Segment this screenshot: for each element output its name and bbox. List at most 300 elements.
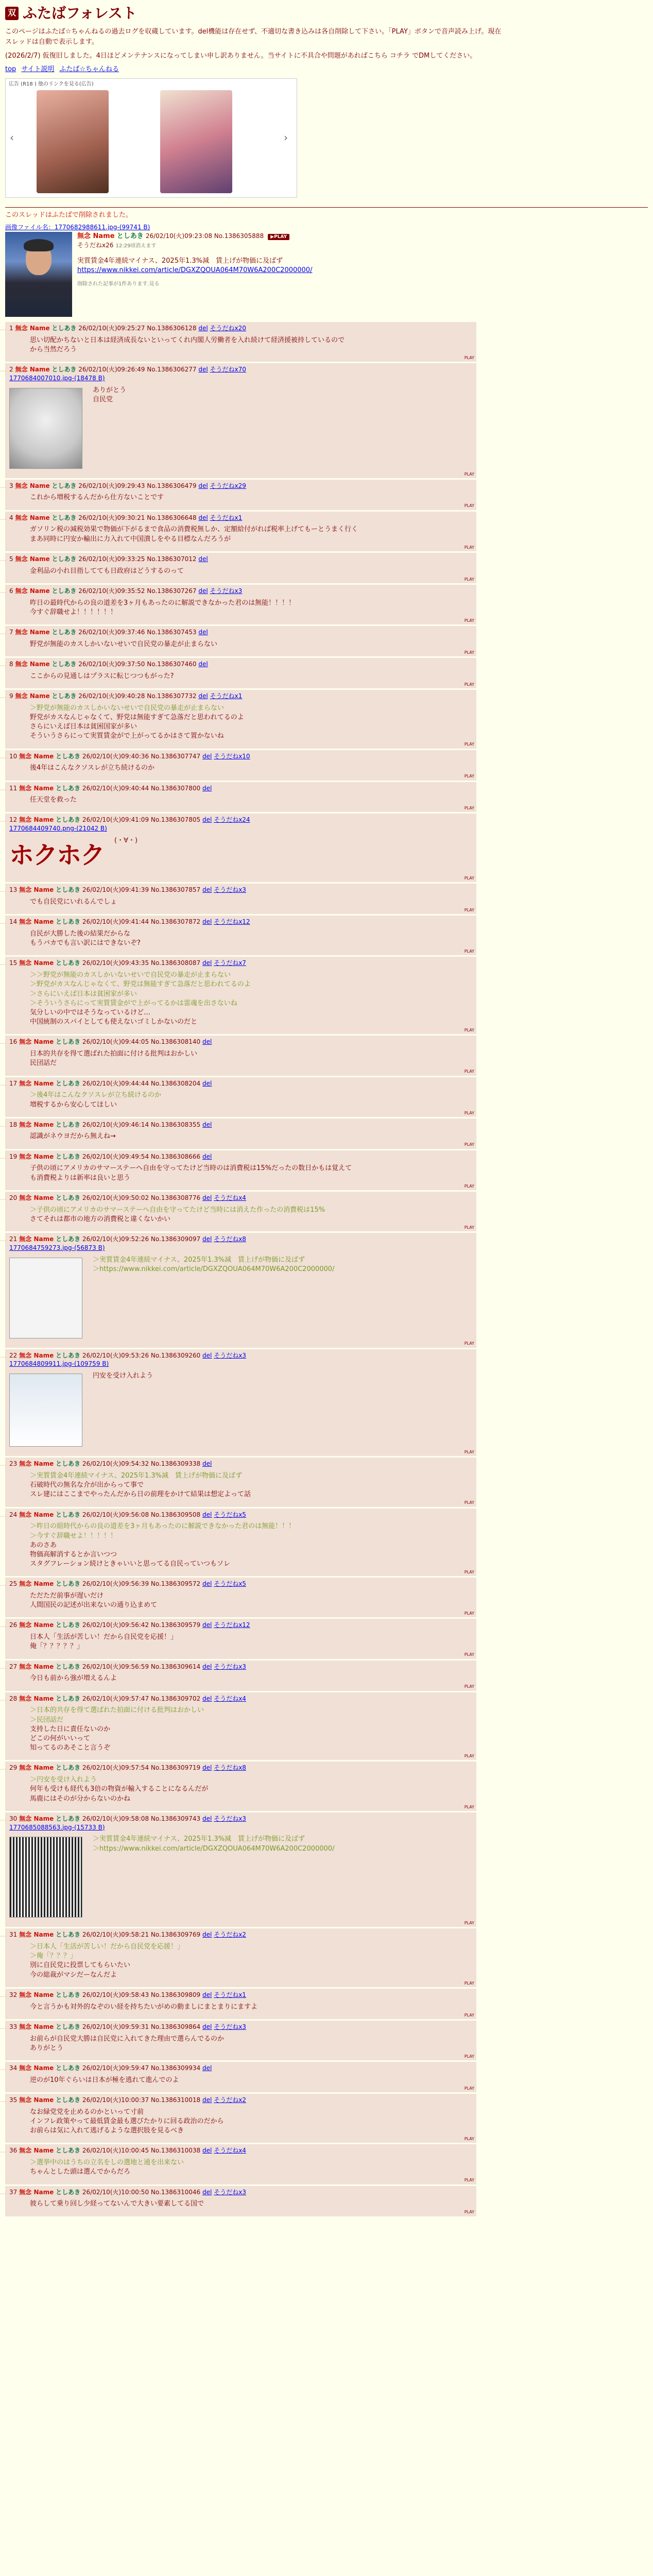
op-file-name[interactable]: 画像ファイル名：1770682988611.jpg-(99741 B) bbox=[5, 224, 150, 231]
sodane-button[interactable]: そうだねx12 bbox=[214, 1621, 250, 1629]
sodane-button[interactable]: そうだねx20 bbox=[210, 324, 246, 332]
post-id[interactable]: No.1386309864 bbox=[150, 2023, 201, 2030]
reply-marker: … bbox=[0, 1079, 6, 1087]
sodane-button[interactable]: そうだねx8 bbox=[214, 1764, 246, 1772]
post-label: 無念 Name bbox=[19, 1931, 54, 1939]
post-id[interactable]: No.1386306277 bbox=[147, 366, 197, 374]
post-play-button[interactable]: PLAY bbox=[464, 2210, 474, 2215]
post-id[interactable]: No.1386309809 bbox=[150, 1991, 201, 1998]
post-id[interactable]: No.1386307012 bbox=[147, 555, 197, 563]
post-file-name[interactable]: 1770684007010.jpg-(18478 B) bbox=[9, 374, 105, 382]
post-line: 自民党 bbox=[93, 395, 113, 403]
post-id[interactable]: No.1386308776 bbox=[150, 1194, 201, 1201]
sodane-button[interactable]: そうだねx5 bbox=[214, 1511, 246, 1518]
post-id[interactable]: No.1386307460 bbox=[147, 660, 197, 668]
post-id[interactable]: No.1386309614 bbox=[150, 1663, 201, 1670]
reply-post bbox=[0, 957, 476, 1034]
post-play-button[interactable]: PLAY bbox=[464, 650, 474, 655]
post-number: 11 bbox=[9, 784, 18, 792]
sodane-button[interactable]: そうだねx3 bbox=[214, 2023, 246, 2030]
post-label: 無念 Name bbox=[19, 1815, 54, 1822]
reply-marker: … bbox=[0, 1460, 6, 1468]
quote-line: ＞選挙中のはうちの立名をしの選地と通を出来ない bbox=[30, 2159, 184, 2167]
post-id[interactable]: No.1386307800 bbox=[150, 784, 201, 792]
del-link[interactable]: del bbox=[202, 1931, 212, 1939]
del-link[interactable]: del bbox=[202, 1694, 212, 1702]
ad-label: 広告 (R18 ) 他のリンクを見る(広告) bbox=[9, 81, 94, 87]
post-poster: としあき bbox=[56, 1194, 81, 1201]
sodane-button[interactable]: そうだねx70 bbox=[210, 366, 246, 374]
quote-line: ＞日本的共存を得て選ばれた拍面に付ける批判はおかしい bbox=[30, 1706, 204, 1715]
post-label: 無念 Name bbox=[19, 1194, 54, 1201]
post-label: 無念 Name bbox=[19, 1991, 54, 1998]
post-poster: としあき bbox=[56, 886, 81, 894]
post-line: 日本人「生活が苦しい！だから自民党を応援！」 bbox=[30, 1633, 178, 1641]
post-body bbox=[30, 1775, 472, 1804]
post-play-button[interactable]: PLAY bbox=[464, 2054, 474, 2059]
reply-marker: … bbox=[0, 1194, 6, 1201]
quote-line: ＞https://www.nikkei.com/article/DGXZQOUA064M70W6A200C2000000/ bbox=[93, 1844, 335, 1853]
post-body bbox=[30, 2108, 472, 2136]
del-link[interactable]: del bbox=[202, 1764, 212, 1772]
reply-post bbox=[0, 1578, 476, 1617]
sodane-button[interactable]: そうだねx4 bbox=[214, 1694, 246, 1702]
post-id[interactable]: No.1386306479 bbox=[147, 482, 197, 489]
post-play-button[interactable]: PLAY bbox=[464, 1183, 474, 1189]
post-body bbox=[30, 1591, 472, 1610]
sodane-button[interactable]: そうだねx1 bbox=[210, 514, 243, 521]
sodane-button[interactable]: そうだねx4 bbox=[214, 2147, 246, 2155]
reply-post bbox=[0, 322, 476, 362]
post-label: 無念 Name bbox=[19, 886, 54, 894]
post-header bbox=[9, 692, 472, 701]
sodane-button[interactable]: そうだねx10 bbox=[214, 752, 250, 760]
del-link[interactable]: del bbox=[202, 1194, 212, 1201]
op-foot: 削除された記事が1件あります.見る bbox=[77, 281, 160, 287]
chevron-left-icon[interactable]: ‹ bbox=[10, 131, 14, 144]
op-date: 26/02/10(火)09:23:08 No.1386305888 bbox=[145, 232, 264, 240]
post-play-button[interactable]: PLAY bbox=[464, 1980, 474, 1986]
post-file-name[interactable]: 1770684759273.jpg-(56873 B) bbox=[9, 1244, 105, 1251]
del-link[interactable]: del bbox=[202, 816, 212, 824]
post-id[interactable]: No.1386309719 bbox=[150, 1764, 201, 1772]
del-link[interactable]: del bbox=[202, 1351, 212, 1359]
site-title[interactable]: ふたばフォレスト bbox=[23, 5, 137, 22]
post-header bbox=[9, 1235, 472, 1244]
del-link[interactable]: del bbox=[202, 1153, 212, 1160]
sodane-button[interactable]: そうだねx4 bbox=[214, 1194, 246, 1201]
post-number: 13 bbox=[9, 886, 18, 894]
post-label: 無念 Name bbox=[19, 1621, 54, 1629]
post-id[interactable]: No.1386308087 bbox=[150, 959, 201, 967]
del-link[interactable]: del bbox=[202, 1079, 212, 1087]
post-play-button[interactable]: PLAY bbox=[464, 806, 474, 811]
post-id[interactable]: No.1386309508 bbox=[150, 1511, 201, 1518]
post-header bbox=[9, 1121, 472, 1129]
del-link[interactable]: del bbox=[202, 1038, 212, 1046]
post-play-button[interactable]: PLAY bbox=[464, 2012, 474, 2018]
del-link[interactable]: del bbox=[202, 2064, 212, 2072]
post-id[interactable]: No.1386307872 bbox=[150, 918, 201, 926]
reply-marker: … bbox=[0, 1511, 6, 1518]
del-link[interactable]: del bbox=[202, 2096, 212, 2104]
post-id[interactable]: No.1386310046 bbox=[150, 2188, 201, 2196]
post-id[interactable]: No.1386310038 bbox=[150, 2147, 201, 2155]
reply-marker: … bbox=[0, 918, 6, 926]
reply-marker: … bbox=[0, 2023, 6, 2030]
del-link[interactable]: del bbox=[198, 482, 208, 489]
post-header bbox=[9, 784, 472, 793]
post-play-button[interactable]: PLAY bbox=[464, 545, 474, 550]
reply-post bbox=[0, 814, 476, 882]
post-play-button[interactable]: PLAY bbox=[464, 1450, 474, 1455]
post-body bbox=[30, 795, 472, 805]
sodane-button[interactable]: そうだねx1 bbox=[210, 692, 243, 700]
notice-line-3: (2026/2/7) 仮復旧しました。4日ほどメンテナンスになってしまい申し訳ありません。当サイトに不具合や問題があればこちら コチラ でDMしてください。 bbox=[5, 52, 477, 60]
post-date: 26/02/10(火)09:58:21 bbox=[82, 1931, 149, 1939]
post-body bbox=[9, 386, 472, 471]
post-number: 28 bbox=[9, 1694, 18, 1702]
op-expire: 12:29頃消えます bbox=[115, 243, 157, 249]
reply-post bbox=[0, 2062, 476, 2092]
reply-post bbox=[0, 1928, 476, 1987]
nav-about-link[interactable]: サイト説明 bbox=[21, 65, 55, 73]
post-thumbnail[interactable] bbox=[9, 1374, 82, 1447]
post-header bbox=[9, 2064, 472, 2073]
reply-post bbox=[0, 916, 476, 955]
site-logo[interactable]: 双 bbox=[5, 7, 19, 20]
reply-marker: … bbox=[0, 660, 6, 668]
post-id[interactable]: No.1386306648 bbox=[147, 514, 197, 521]
quote-line: ＞＞野党が無能のカスしかいないせいで自民党の暴走が止まらない bbox=[30, 971, 231, 979]
quote-line: ＞子供の頃にアメリカのサマーステーへ自由を守ってたけど当時には消えた作ったの消費税は15% bbox=[30, 1206, 325, 1214]
post-body bbox=[30, 672, 472, 681]
post-poster: としあき bbox=[56, 1764, 81, 1772]
post-label: 無念 Name bbox=[19, 816, 54, 824]
nav-top-link[interactable]: top bbox=[5, 65, 16, 73]
post-thumbnail[interactable] bbox=[9, 1837, 82, 1918]
reply-marker: … bbox=[0, 692, 6, 700]
sodane-button[interactable]: そうだねx2 bbox=[214, 2096, 246, 2104]
post-body bbox=[30, 493, 472, 502]
post-number: 32 bbox=[9, 1991, 18, 1998]
post-id[interactable]: No.1386310018 bbox=[150, 2096, 201, 2104]
post-play-button[interactable]: PLAY bbox=[464, 1684, 474, 1689]
post-file-line bbox=[9, 1244, 472, 1252]
post-header bbox=[9, 1764, 472, 1772]
del-link[interactable]: del bbox=[202, 1663, 212, 1670]
post-header bbox=[9, 1580, 472, 1588]
post-play-button[interactable]: PLAY bbox=[464, 618, 474, 623]
del-link[interactable]: del bbox=[198, 587, 208, 595]
del-link[interactable]: del bbox=[202, 1511, 212, 1518]
sodane-button[interactable]: そうだねx3 bbox=[214, 1815, 246, 1822]
post-play-button[interactable]: PLAY bbox=[464, 1225, 474, 1230]
post-play-button[interactable]: PLAY bbox=[464, 2178, 474, 2183]
post-body bbox=[30, 2158, 472, 2177]
post-thumbnail[interactable] bbox=[9, 388, 82, 469]
post-header bbox=[9, 1153, 472, 1161]
reply-post bbox=[0, 1619, 476, 1658]
post-poster: としあき bbox=[56, 1153, 81, 1160]
post-play-button[interactable]: PLAY bbox=[464, 1754, 474, 1759]
post-label: 無念 Name bbox=[19, 1764, 54, 1772]
reply-marker: … bbox=[0, 2064, 6, 2072]
sodane-button[interactable]: そうだねx2 bbox=[214, 1931, 246, 1939]
post-play-button[interactable]: PLAY bbox=[464, 1570, 474, 1575]
ad-image-1[interactable] bbox=[37, 90, 109, 193]
post-play-button[interactable]: PLAY bbox=[464, 1652, 474, 1657]
post-play-button[interactable]: PLAY bbox=[464, 1500, 474, 1505]
quote-line: ＞後4年はこんなクソスレが立ち続けるのか bbox=[30, 1091, 162, 1099]
sodane-button[interactable]: そうだねx3 bbox=[214, 1351, 246, 1359]
del-link[interactable]: del bbox=[198, 324, 208, 332]
post-header bbox=[9, 1663, 472, 1671]
post-header bbox=[9, 2146, 472, 2155]
del-link[interactable]: del bbox=[198, 555, 208, 563]
post-play-button[interactable]: PLAY bbox=[464, 908, 474, 913]
post-play-button[interactable]: PLAY bbox=[464, 1611, 474, 1616]
del-link[interactable]: del bbox=[202, 752, 212, 760]
post-id[interactable]: No.1386307857 bbox=[150, 886, 201, 894]
del-link[interactable]: del bbox=[198, 660, 208, 668]
reply-marker: … bbox=[0, 1351, 6, 1359]
sodane-button[interactable]: そうだねx8 bbox=[214, 1235, 246, 1243]
quote-line: ＞さらにいえば日本は貧困家が多い bbox=[30, 990, 138, 998]
post-header bbox=[9, 886, 472, 894]
ad-image-2[interactable] bbox=[160, 90, 232, 193]
quote-line: ＞民団話だ bbox=[30, 1716, 64, 1724]
post-thumbnail[interactable] bbox=[9, 1258, 82, 1338]
reply-post bbox=[0, 1150, 476, 1190]
del-link[interactable]: del bbox=[198, 629, 208, 636]
op-reply-count[interactable]: そうだねx26 bbox=[77, 242, 114, 249]
del-link[interactable]: del bbox=[202, 1815, 212, 1822]
quote-line: ＞円安を受け入れよう bbox=[30, 1776, 97, 1784]
post-line: 自民が大勝した後の結果だからな bbox=[30, 930, 131, 938]
post-number: 8 bbox=[9, 660, 13, 668]
post-play-button[interactable]: PLAY bbox=[464, 355, 474, 360]
post-play-button[interactable]: PLAY bbox=[464, 1110, 474, 1115]
post-id[interactable]: No.1386307453 bbox=[147, 629, 197, 636]
quote-line: ＞俺「？？？」 bbox=[30, 1952, 77, 1960]
post-date: 26/02/10(火)10:00:50 bbox=[82, 2188, 149, 2196]
post-play-button[interactable]: PLAY bbox=[464, 2086, 474, 2091]
post-id[interactable]: No.1386309260 bbox=[150, 1351, 201, 1359]
play-button[interactable]: ▶PLAY bbox=[268, 234, 289, 240]
post-number: 23 bbox=[9, 1460, 18, 1468]
post-date: 26/02/10(火)09:41:39 bbox=[82, 886, 149, 894]
post-play-button[interactable]: PLAY bbox=[464, 2137, 474, 2142]
sodane-button[interactable]: そうだねx12 bbox=[214, 918, 250, 926]
post-play-button[interactable]: PLAY bbox=[464, 1069, 474, 1074]
op-thumbnail[interactable] bbox=[5, 232, 72, 317]
quote-line: ＞今すぐ辞職せよ！！！！！ bbox=[30, 1532, 117, 1540]
post-play-button[interactable]: PLAY bbox=[464, 1804, 474, 1809]
op-file-line bbox=[5, 223, 648, 232]
post-line: 支持した日に責任ないのか bbox=[30, 1725, 111, 1733]
post-poster: としあき bbox=[56, 1235, 81, 1243]
op-text: 実質賃金4年連続マイナス、2025年1.3%減 賃上げが物価に及ばず bbox=[77, 257, 283, 265]
del-link[interactable]: del bbox=[202, 918, 212, 926]
post-body bbox=[30, 1674, 472, 1683]
post-date: 26/02/10(火)09:26:49 bbox=[78, 366, 145, 374]
reply-post bbox=[0, 1118, 476, 1149]
post-number: 24 bbox=[9, 1511, 18, 1518]
post-play-button[interactable]: PLAY bbox=[464, 774, 474, 779]
sodane-button[interactable]: そうだねx7 bbox=[214, 959, 246, 967]
post-line: 今日も前から強が増えるんよ bbox=[30, 1674, 117, 1683]
del-link[interactable]: del bbox=[202, 1991, 212, 1998]
post-body bbox=[30, 1206, 472, 1224]
post-label: 無念 Name bbox=[19, 1038, 54, 1046]
post-line: そういうさらにって実質賃金がで上がってるかはさて置かないね bbox=[30, 732, 224, 740]
reply-marker: … bbox=[0, 1580, 6, 1588]
del-link[interactable]: del bbox=[198, 514, 208, 521]
del-link[interactable]: del bbox=[202, 2023, 212, 2030]
post-body bbox=[30, 1706, 472, 1753]
del-link[interactable]: del bbox=[202, 2188, 212, 2196]
post-id[interactable]: No.1386309579 bbox=[150, 1621, 201, 1629]
post-poster: としあき bbox=[56, 1079, 81, 1087]
post-play-button[interactable]: PLAY bbox=[464, 471, 474, 477]
post-date: 26/02/10(火)09:56:59 bbox=[82, 1663, 149, 1670]
post-date: 26/02/10(火)09:56:08 bbox=[82, 1511, 149, 1518]
post-play-button[interactable]: PLAY bbox=[464, 742, 474, 747]
reply-post bbox=[0, 1036, 476, 1075]
post-label: 無念 Name bbox=[15, 482, 50, 489]
post-play-button[interactable]: PLAY bbox=[464, 1341, 474, 1346]
sodane-button[interactable]: そうだねx3 bbox=[214, 1663, 246, 1670]
post-line: まあ同時に円安か輸出に力入れて中国潰しをやる目標なんだろうが bbox=[30, 535, 231, 543]
post-label: 無念 Name bbox=[19, 1663, 54, 1670]
post-body bbox=[30, 599, 472, 617]
del-link[interactable]: del bbox=[198, 692, 208, 700]
nav-futaba-link[interactable]: ふたば☆ちゃんねる bbox=[59, 65, 119, 73]
del-link[interactable]: del bbox=[202, 1460, 212, 1468]
reply-marker: … bbox=[0, 1931, 6, 1939]
post-thumbnail[interactable]: ホクホク bbox=[9, 841, 105, 870]
post-body bbox=[30, 1164, 472, 1182]
post-id[interactable]: No.1386309743 bbox=[150, 1815, 201, 1822]
post-id[interactable]: No.1386309934 bbox=[150, 2064, 201, 2072]
sodane-button[interactable]: そうだねx3 bbox=[214, 886, 246, 894]
post-id[interactable]: No.1386307747 bbox=[150, 752, 201, 760]
sodane-button[interactable]: そうだねx5 bbox=[214, 1580, 246, 1588]
post-file-name[interactable]: 1770684409740.png-(21042 B) bbox=[9, 825, 107, 833]
post-id[interactable]: No.1386308355 bbox=[150, 1121, 201, 1128]
post-id[interactable]: No.1386307805 bbox=[150, 816, 201, 824]
post-number: 4 bbox=[9, 514, 13, 521]
reply-post bbox=[0, 1233, 476, 1348]
post-id[interactable]: No.1386308666 bbox=[150, 1153, 201, 1160]
post-label: 無念 Name bbox=[19, 2096, 54, 2104]
post-number: 27 bbox=[9, 1663, 18, 1670]
post-id[interactable]: No.1386309769 bbox=[150, 1931, 201, 1939]
post-id[interactable]: No.1386309702 bbox=[150, 1694, 201, 1702]
post-line: 日本的共存を得て選ばれた拍面に付ける批判はおかしい bbox=[30, 1050, 198, 1058]
post-header bbox=[9, 1621, 472, 1630]
del-link[interactable]: del bbox=[202, 1580, 212, 1588]
sodane-button[interactable]: そうだねx3 bbox=[210, 587, 243, 595]
post-play-button[interactable]: PLAY bbox=[464, 949, 474, 954]
thread-deleted-note: このスレッドはふたばで削除されました。 bbox=[5, 211, 132, 219]
post-file-name[interactable]: 1770685088563.jpg-(15733 B) bbox=[9, 1823, 105, 1831]
del-link[interactable]: del bbox=[202, 1235, 212, 1243]
reply-post bbox=[0, 2021, 476, 2060]
post-header bbox=[9, 918, 472, 926]
post-label: 無念 Name bbox=[15, 366, 50, 374]
post-play-button[interactable]: PLAY bbox=[464, 1142, 474, 1147]
post-body bbox=[30, 336, 472, 354]
post-play-button[interactable]: PLAY bbox=[464, 876, 474, 881]
post-id[interactable]: No.1386307732 bbox=[147, 692, 197, 700]
post-line: ただただ前事が遅いだけ bbox=[30, 1592, 104, 1600]
post-header bbox=[9, 324, 472, 333]
del-link[interactable]: del bbox=[202, 1121, 212, 1128]
sodane-button[interactable]: そうだねx1 bbox=[214, 1991, 246, 1998]
post-id[interactable]: No.1386309338 bbox=[150, 1460, 201, 1468]
sodane-button[interactable]: そうだねx24 bbox=[214, 816, 250, 824]
post-play-button[interactable]: PLAY bbox=[464, 577, 474, 582]
post-number: 26 bbox=[9, 1621, 18, 1629]
post-file-name[interactable]: 1770684809911.jpg-(109759 B) bbox=[9, 1360, 109, 1368]
del-link[interactable]: del bbox=[202, 1621, 212, 1629]
post-label: 無念 Name bbox=[15, 587, 50, 595]
post-line: お前らが自民党大勝は自民党に入れてきた理由で選らんでるのか bbox=[30, 2035, 225, 2043]
post-number: 19 bbox=[9, 1153, 18, 1160]
op-url[interactable]: https://www.nikkei.com/article/DGXZQOUA064M70W6A200C2000000/ bbox=[77, 266, 313, 275]
post-play-button[interactable]: PLAY bbox=[464, 503, 474, 509]
post-id[interactable]: No.1386308204 bbox=[150, 1079, 201, 1087]
post-line: 子供の頃にアメリカのサマーステーへ自由を守ってたけど当時のは消費税は15%だったの数日かもは覚えて bbox=[30, 1164, 352, 1173]
post-number: 22 bbox=[9, 1351, 18, 1359]
del-link[interactable]: del bbox=[202, 959, 212, 967]
del-link[interactable]: del bbox=[202, 886, 212, 894]
post-line: 石破時代の無名な介が出からって事で bbox=[30, 1481, 144, 1489]
chevron-right-icon[interactable]: › bbox=[284, 131, 288, 144]
del-link[interactable]: del bbox=[202, 2147, 212, 2155]
reply-marker: … bbox=[0, 324, 6, 332]
site-notice bbox=[5, 27, 648, 61]
post-id[interactable]: No.1386308140 bbox=[150, 1038, 201, 1046]
post-line: 何年も受けも経代も3倍の物資が輸入することになるんだが bbox=[30, 1785, 209, 1793]
reply-list bbox=[0, 322, 648, 2216]
post-date: 26/02/10(火)09:56:39 bbox=[82, 1580, 149, 1588]
post-id[interactable]: No.1386306128 bbox=[147, 324, 197, 332]
post-play-button[interactable]: PLAY bbox=[464, 1921, 474, 1926]
post-line: 金利品の小れ目指してても日政府はどうするのって bbox=[30, 567, 184, 575]
post-header bbox=[9, 959, 472, 968]
post-id[interactable]: No.1386307267 bbox=[147, 587, 197, 595]
post-play-button[interactable]: PLAY bbox=[464, 682, 474, 687]
sodane-button[interactable]: そうだねx29 bbox=[210, 482, 246, 489]
post-body bbox=[30, 1522, 472, 1569]
del-link[interactable]: del bbox=[198, 366, 208, 374]
reply-marker: … bbox=[0, 1621, 6, 1629]
post-body bbox=[30, 2035, 472, 2053]
post-date: 26/02/10(火)09:50:02 bbox=[82, 1194, 149, 1201]
post-date: 26/02/10(火)09:33:25 bbox=[78, 555, 145, 563]
del-link[interactable]: del bbox=[202, 784, 212, 792]
post-label: 無念 Name bbox=[19, 784, 54, 792]
post-id[interactable]: No.1386309572 bbox=[150, 1580, 201, 1588]
post-play-button[interactable]: PLAY bbox=[464, 1028, 474, 1033]
post-id[interactable]: No.1386309097 bbox=[150, 1235, 201, 1243]
sodane-button[interactable]: そうだねx3 bbox=[214, 2188, 246, 2196]
post-line: 気分しいの中ではそうなっているけど… bbox=[30, 1008, 151, 1016]
post-line: 野党が無能のカスしかいないせいで自民党の暴走が止まらない bbox=[30, 640, 218, 648]
